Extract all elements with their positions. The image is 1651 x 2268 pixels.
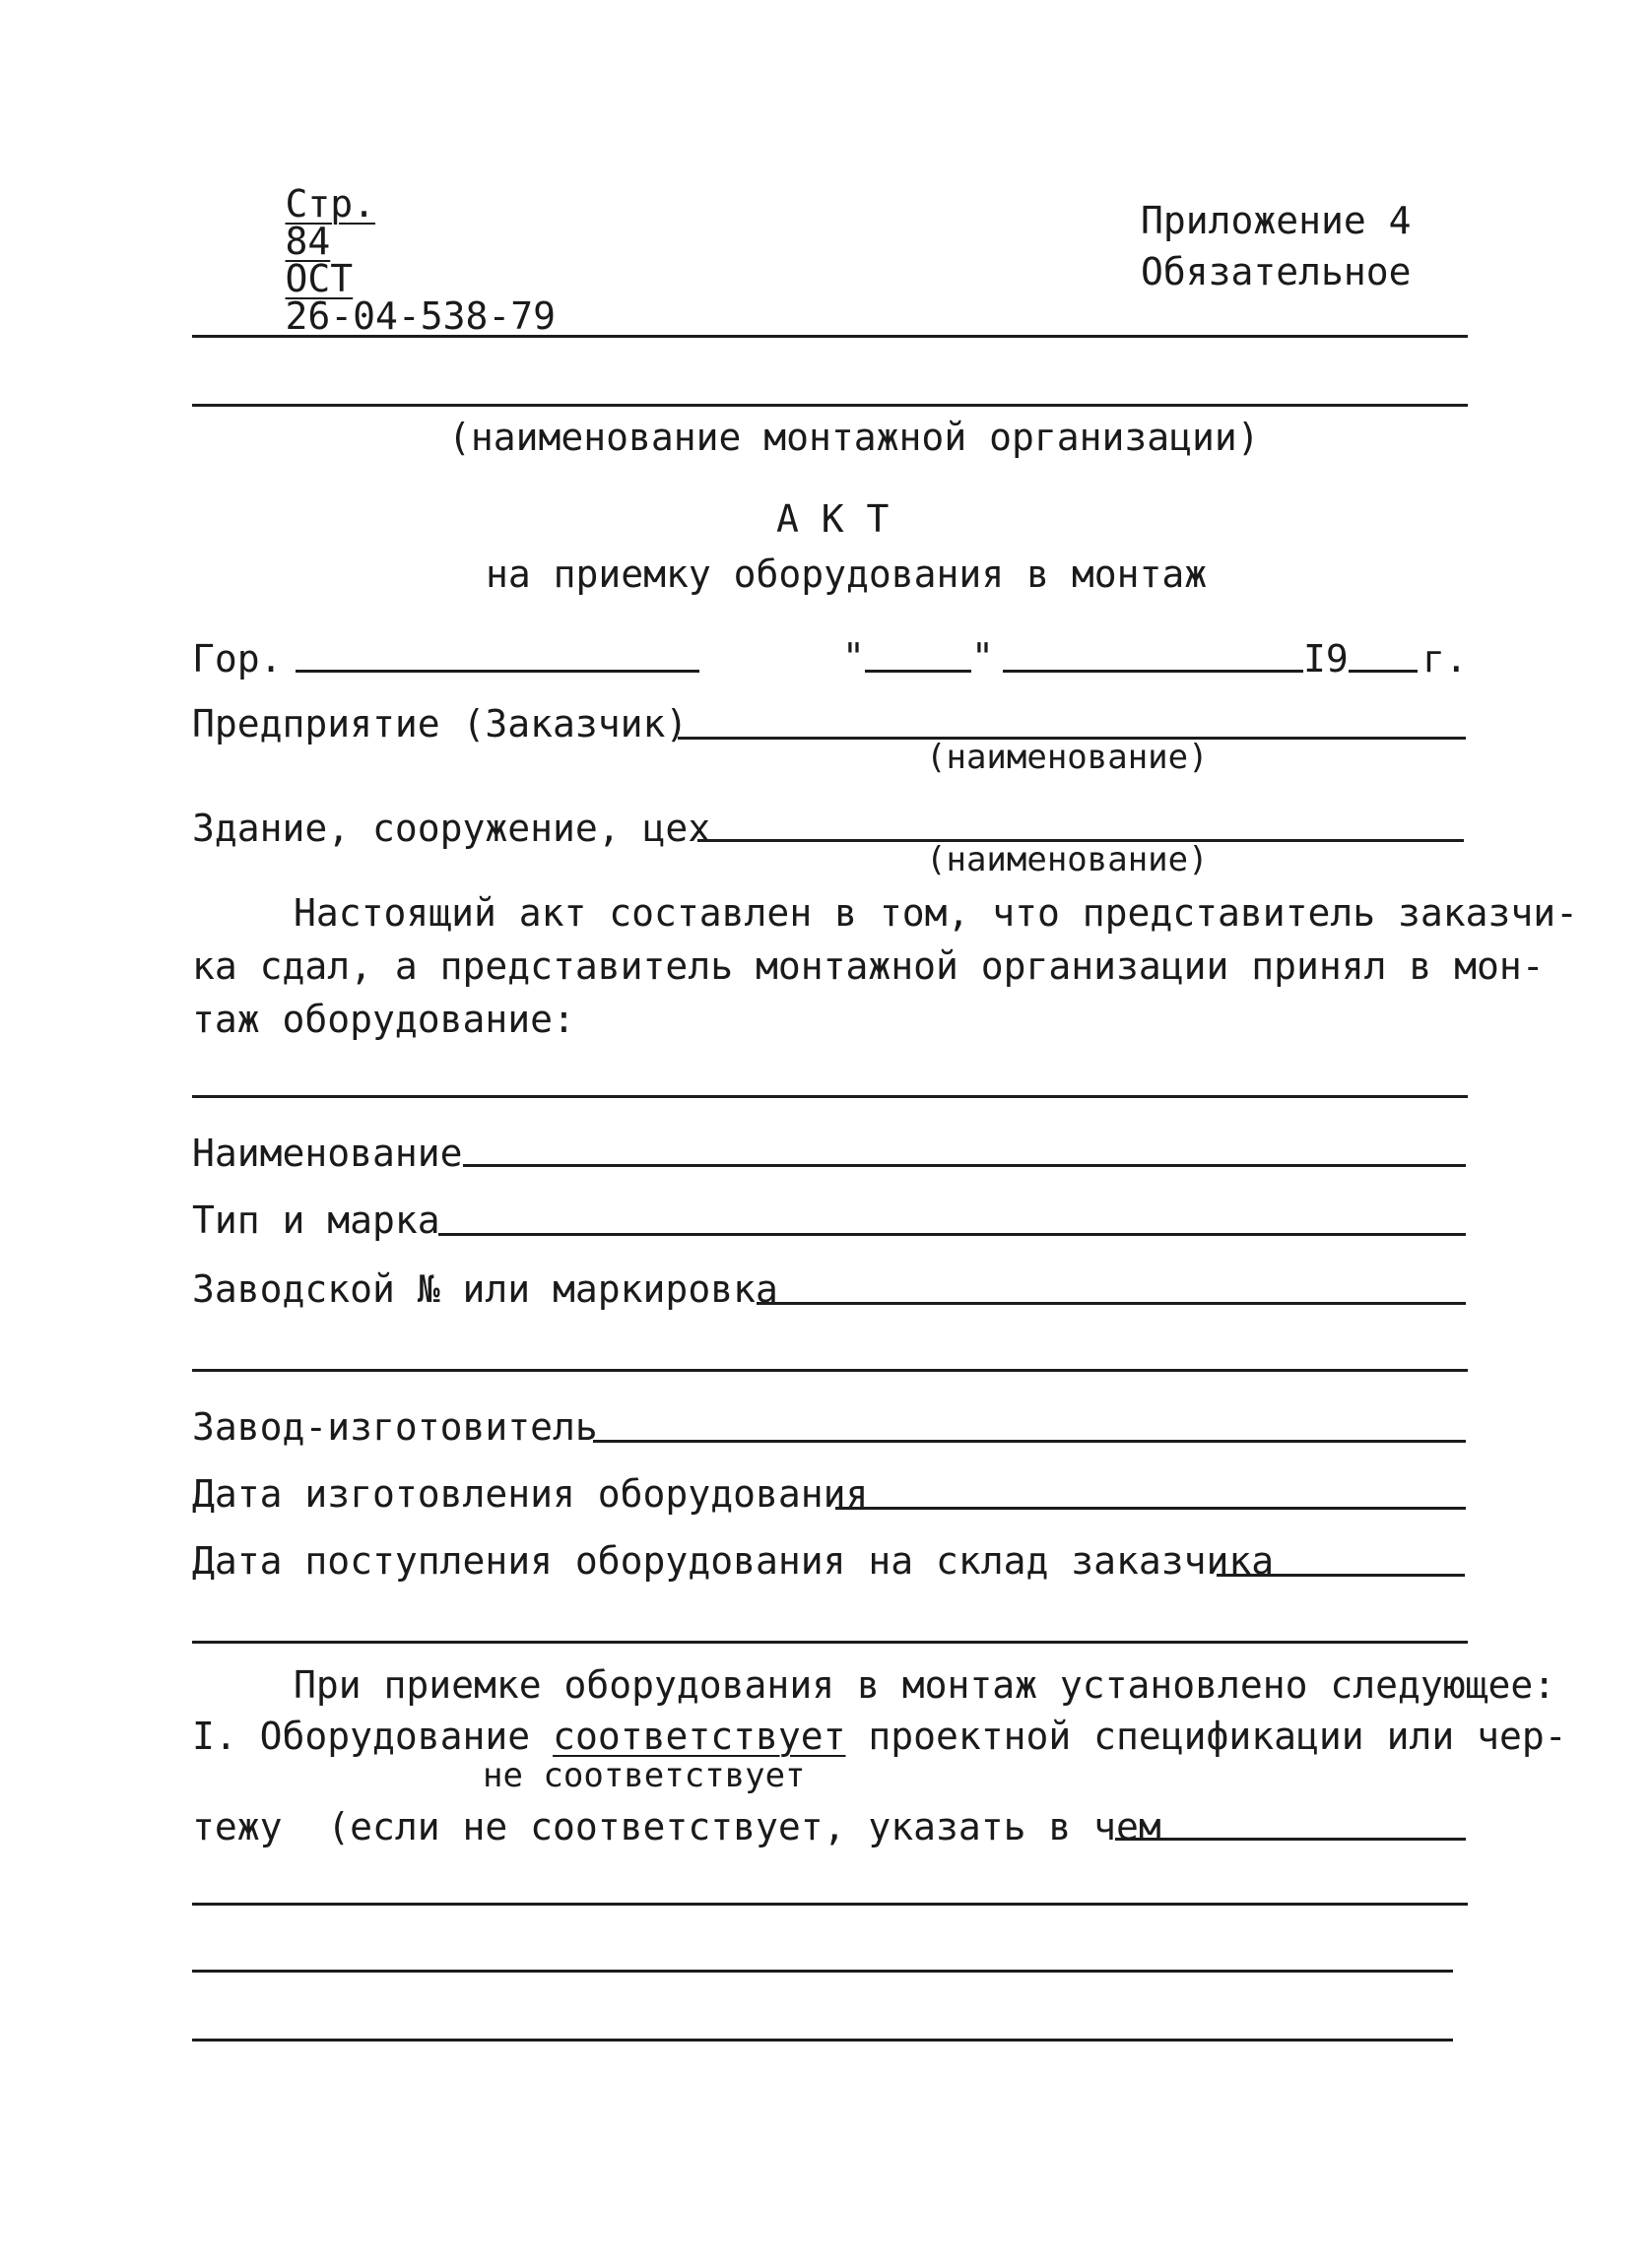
org-line bbox=[192, 335, 1468, 338]
customer-caption: (наименование) bbox=[926, 738, 1209, 777]
act-subtitle: на приемку оборудования в монтаж bbox=[486, 552, 1208, 596]
date-quote-open: " bbox=[842, 635, 865, 679]
field-serial-label: Заводской № или маркировка bbox=[192, 1267, 778, 1311]
intro-line: Настоящий акт составлен в том, что представитель заказчи- bbox=[294, 891, 1579, 935]
year-line bbox=[1349, 670, 1418, 673]
field-name-label: Наименование bbox=[192, 1132, 463, 1175]
blank-line bbox=[192, 1970, 1453, 1973]
page-ref-part: 26-04-538-79 bbox=[285, 294, 557, 338]
finding-item-1-cont: тежу (если не соответствует, указать в чем bbox=[192, 1805, 1161, 1848]
intro-line: таж оборудование: bbox=[192, 998, 575, 1041]
field-name-line bbox=[463, 1164, 1466, 1167]
act-title: А К Т bbox=[776, 497, 890, 541]
appendix-title: Приложение 4 bbox=[1141, 199, 1412, 242]
page-ref-part: Стр. bbox=[285, 182, 376, 226]
city-label: Гор. bbox=[192, 637, 283, 680]
equipment-line bbox=[192, 1095, 1468, 1098]
building-label: Здание, сооружение, цех bbox=[192, 807, 711, 850]
finding-option-b: не соответствует bbox=[483, 1756, 806, 1795]
page-reference bbox=[195, 148, 556, 372]
field-arrival-date-label: Дата поступления оборудования на склад заказчика bbox=[192, 1539, 1275, 1583]
year-prefix: I9 bbox=[1303, 637, 1349, 680]
finding-option-a: соответствует bbox=[553, 1715, 846, 1758]
customer-label: Предприятие (Заказчик) bbox=[192, 702, 689, 745]
field-serial-line bbox=[757, 1302, 1466, 1305]
field-type-line bbox=[438, 1233, 1466, 1236]
org-caption: (наименование монтажной организации) bbox=[448, 416, 1260, 459]
building-caption: (наименование) bbox=[926, 840, 1209, 879]
field-arrival-date-line bbox=[1217, 1574, 1465, 1577]
findings-intro: При приемке оборудования в монтаж установлено следующее: bbox=[294, 1663, 1556, 1707]
finding-explain-line bbox=[1115, 1838, 1466, 1841]
page-ref-part: ОСТ bbox=[285, 257, 354, 300]
finding-item-1 bbox=[192, 1715, 1567, 1758]
finding-item-1-middle: проектной спецификации или чер- bbox=[868, 1715, 1567, 1758]
field-made-date-line bbox=[835, 1507, 1466, 1510]
day-line bbox=[865, 670, 971, 673]
field-manufacturer-line bbox=[593, 1440, 1466, 1443]
blank-line bbox=[192, 2039, 1453, 2041]
blank-line bbox=[192, 1369, 1468, 1372]
year-suffix: г. bbox=[1422, 637, 1468, 680]
page-ref-part: 84 bbox=[285, 220, 331, 263]
field-type-label: Тип и марка bbox=[192, 1199, 440, 1242]
finding-item-1-prefix: I. Оборудование bbox=[192, 1715, 531, 1758]
city-line bbox=[296, 670, 699, 673]
date-quote-close: " bbox=[971, 635, 994, 679]
field-made-date-label: Дата изготовления оборудования bbox=[192, 1472, 869, 1516]
appendix-status: Обязательное bbox=[1141, 250, 1412, 293]
field-manufacturer-label: Завод-изготовитель bbox=[192, 1405, 598, 1449]
month-line bbox=[1003, 670, 1303, 673]
intro-line: ка сдал, а представитель монтажной организации принял в мон- bbox=[192, 944, 1545, 988]
blank-line bbox=[192, 1641, 1468, 1644]
org-line bbox=[192, 404, 1468, 407]
blank-line bbox=[192, 1903, 1468, 1906]
